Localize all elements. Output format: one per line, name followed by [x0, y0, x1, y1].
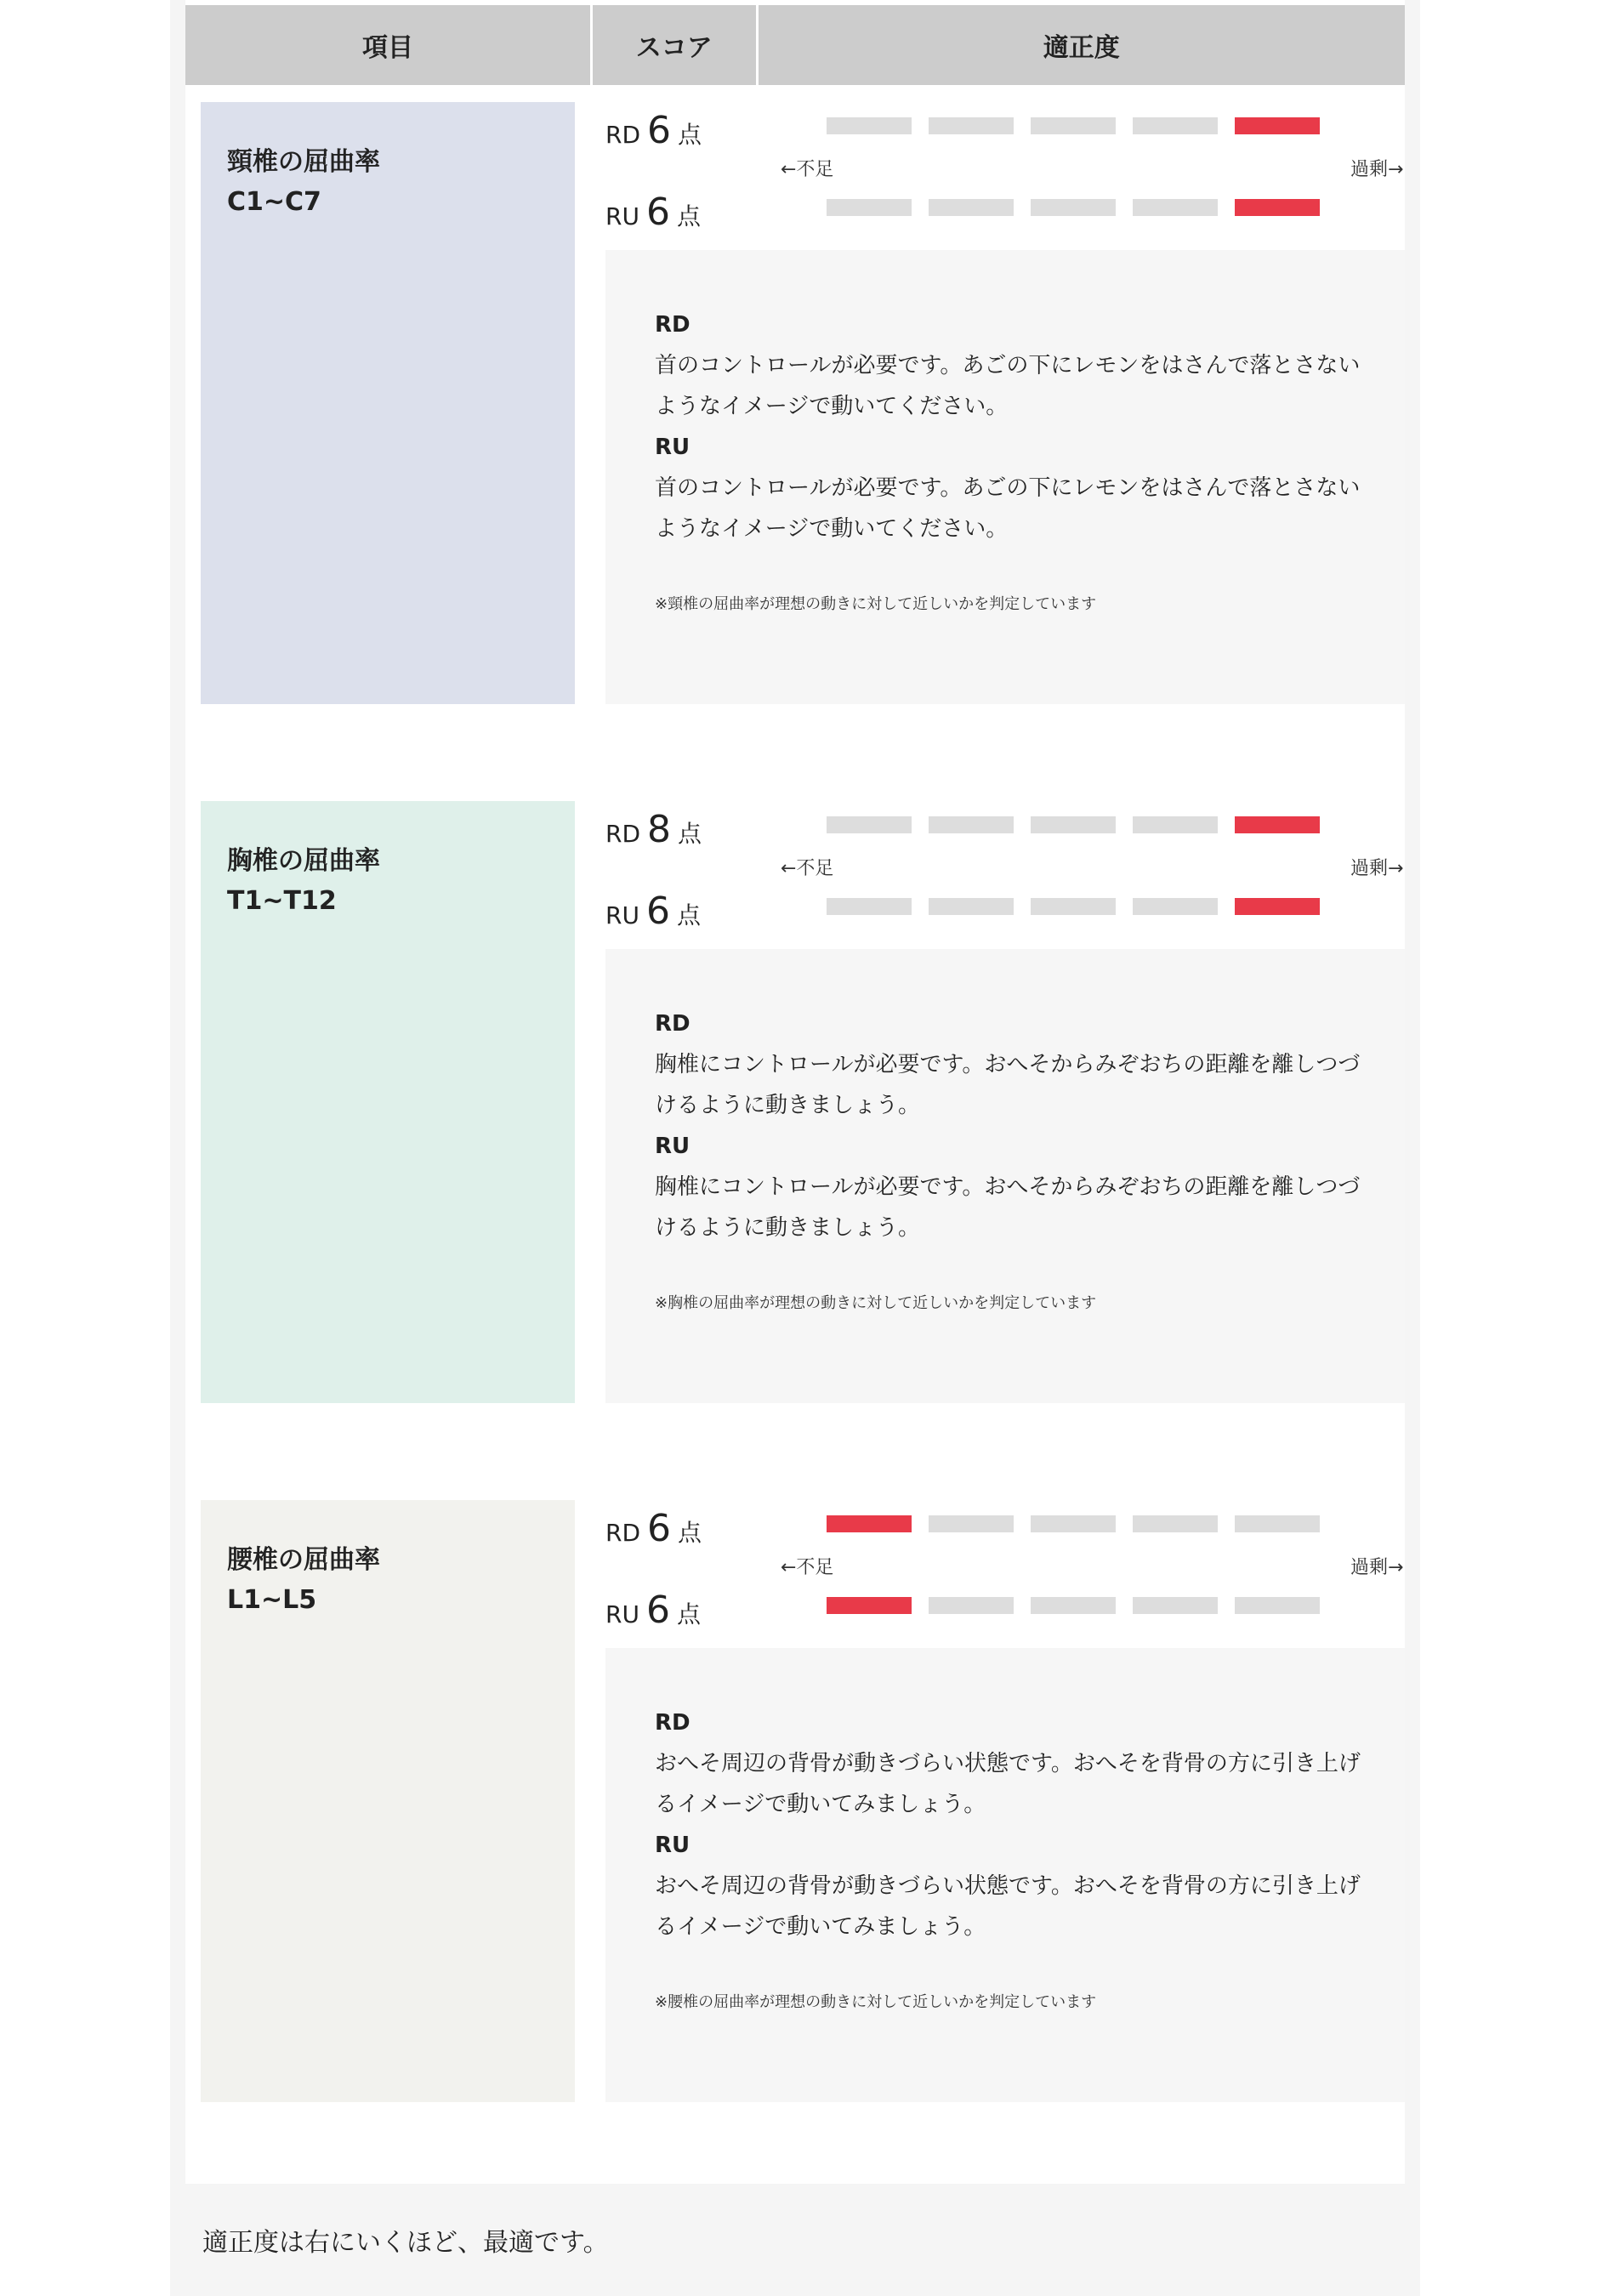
section-label-box [201, 801, 575, 1403]
level-bar [827, 199, 912, 216]
comment-note: ※胸椎の屈曲率が理想の動きに対して近しいかを判定しています [655, 1294, 1097, 1312]
rd-key: RD [605, 820, 641, 848]
comment-ru-heading: RU [655, 1833, 691, 1858]
level-bar [1133, 1597, 1218, 1614]
ru-level-bars [827, 1597, 1337, 1614]
score-unit: 点 [676, 901, 701, 929]
level-bar [1133, 117, 1218, 134]
section-label-box [201, 1500, 575, 2102]
score-table-card [185, 0, 1405, 2184]
score-unit: 点 [676, 1600, 701, 1628]
comment-ru-text: おへそ周辺の背骨が動きづらい状態です。おへそを背骨の方に引き上げるイメージで動いてみましょう。 [655, 1873, 1361, 1940]
comment-note: ※頸椎の屈曲率が理想の動きに対して近しいかを判定しています [655, 595, 1097, 613]
level-bar [1235, 1597, 1320, 1614]
scale-low-label: ←不足 [781, 1557, 834, 1578]
comment-rd-text: おへそ周辺の背骨が動きづらい状態です。おへそを背骨の方に引き上げるイメージで動いてみましょう。 [655, 1751, 1361, 1817]
header-item: 項目 [185, 5, 590, 85]
ru-score [605, 889, 701, 932]
table-header [185, 5, 1405, 85]
level-bar-active [1235, 117, 1320, 134]
scale-high-label: 過剰→ [1350, 1557, 1404, 1578]
ru-score-value: 6 [645, 190, 670, 234]
comment-box [605, 1648, 1405, 2102]
rd-score [605, 109, 702, 151]
ru-score-value: 6 [645, 889, 670, 933]
level-bar [1133, 199, 1218, 216]
level-bar [1031, 117, 1116, 134]
level-bar [827, 898, 912, 915]
level-bar [827, 816, 912, 833]
scale-high-label: 過剰→ [1350, 159, 1404, 180]
ru-score-value: 6 [645, 1588, 670, 1632]
comment-ru-text: 胸椎にコントロールが必要です。おへそからみぞおちの距離を離しつづけるように動きましょう。 [655, 1174, 1361, 1241]
footer-note: 適正度は右にいくほど、最適です。 [202, 2228, 609, 2258]
level-bar-active [1235, 898, 1320, 915]
rd-score [605, 808, 702, 850]
level-bar [1133, 1515, 1218, 1532]
level-bar [1031, 816, 1116, 833]
rd-score-value: 8 [647, 808, 672, 851]
level-bar-active [827, 1515, 912, 1532]
level-bar [1133, 816, 1218, 833]
comment-rd-text: 胸椎にコントロールが必要です。おへそからみぞおちの距離を離しつづけるように動きましょう。 [655, 1052, 1361, 1118]
level-bar [929, 117, 1014, 134]
rd-score-value: 6 [647, 1507, 672, 1550]
comment-box [605, 250, 1405, 704]
ru-level-bars [827, 898, 1337, 915]
score-unit: 点 [676, 202, 701, 230]
level-bar [929, 1597, 1014, 1614]
comment-rd-heading: RD [655, 1011, 691, 1037]
level-bar [1031, 898, 1116, 915]
section-cervical [201, 102, 1405, 704]
rd-level-bars [827, 1515, 1337, 1532]
scale-high-label: 過剰→ [1350, 858, 1404, 879]
rd-level-bars [827, 816, 1337, 833]
comment-content [655, 304, 1361, 614]
score-unit: 点 [678, 121, 702, 149]
level-bar-active [1235, 199, 1320, 216]
level-bar [929, 1515, 1014, 1532]
level-bar [929, 816, 1014, 833]
level-bar [1031, 1515, 1116, 1532]
section-label-box [201, 102, 575, 704]
level-bar [929, 199, 1014, 216]
level-bar-active [827, 1597, 912, 1614]
ru-key: RU [605, 901, 639, 929]
section-range: L1~L5 [227, 1585, 317, 1615]
scale-low-label: ←不足 [781, 159, 834, 180]
comment-content [655, 1003, 1361, 1313]
report-page [170, 0, 1420, 2296]
rd-score-value: 6 [647, 109, 672, 152]
header-score: スコア [593, 5, 756, 85]
comment-rd-heading: RD [655, 1710, 691, 1736]
comment-ru-heading: RU [655, 1134, 691, 1159]
rd-key: RD [605, 1519, 641, 1547]
level-bar [827, 117, 912, 134]
score-unit: 点 [678, 820, 702, 848]
comment-ru-text: 首のコントロールが必要です。あごの下にレモンをはさんで落とさないようなイメージで動いてください。 [655, 475, 1361, 542]
level-bar [1031, 1597, 1116, 1614]
ru-level-bars [827, 199, 1337, 216]
ru-key: RU [605, 202, 639, 230]
rd-level-bars [827, 117, 1337, 134]
level-bar [1031, 199, 1116, 216]
ru-score [605, 1588, 701, 1631]
comment-note: ※腰椎の屈曲率が理想の動きに対して近しいかを判定しています [655, 1993, 1097, 2011]
ru-key: RU [605, 1600, 639, 1628]
section-range: T1~T12 [227, 886, 337, 916]
level-bar [1235, 1515, 1320, 1532]
ru-score [605, 190, 701, 233]
comment-box [605, 949, 1405, 1403]
rd-key: RD [605, 121, 641, 149]
comment-content [655, 1702, 1361, 2012]
section-lumbar [201, 1500, 1405, 2102]
scale-low-label: ←不足 [781, 858, 834, 879]
section-name: 腰椎の屈曲率 [227, 1545, 380, 1575]
score-unit: 点 [678, 1519, 702, 1547]
level-bar [1133, 898, 1218, 915]
comment-rd-heading: RD [655, 312, 691, 338]
comment-rd-text: 首のコントロールが必要です。あごの下にレモンをはさんで落とさないようなイメージで動いてください。 [655, 353, 1361, 419]
section-name: 胸椎の屈曲率 [227, 846, 380, 876]
section-name: 頸椎の屈曲率 [227, 147, 380, 177]
rd-score [605, 1507, 702, 1549]
level-bar [929, 898, 1014, 915]
header-fit: 適正度 [759, 5, 1405, 85]
comment-ru-heading: RU [655, 435, 691, 460]
section-range: C1~C7 [227, 187, 321, 217]
section-thoracic [201, 801, 1405, 1403]
level-bar-active [1235, 816, 1320, 833]
